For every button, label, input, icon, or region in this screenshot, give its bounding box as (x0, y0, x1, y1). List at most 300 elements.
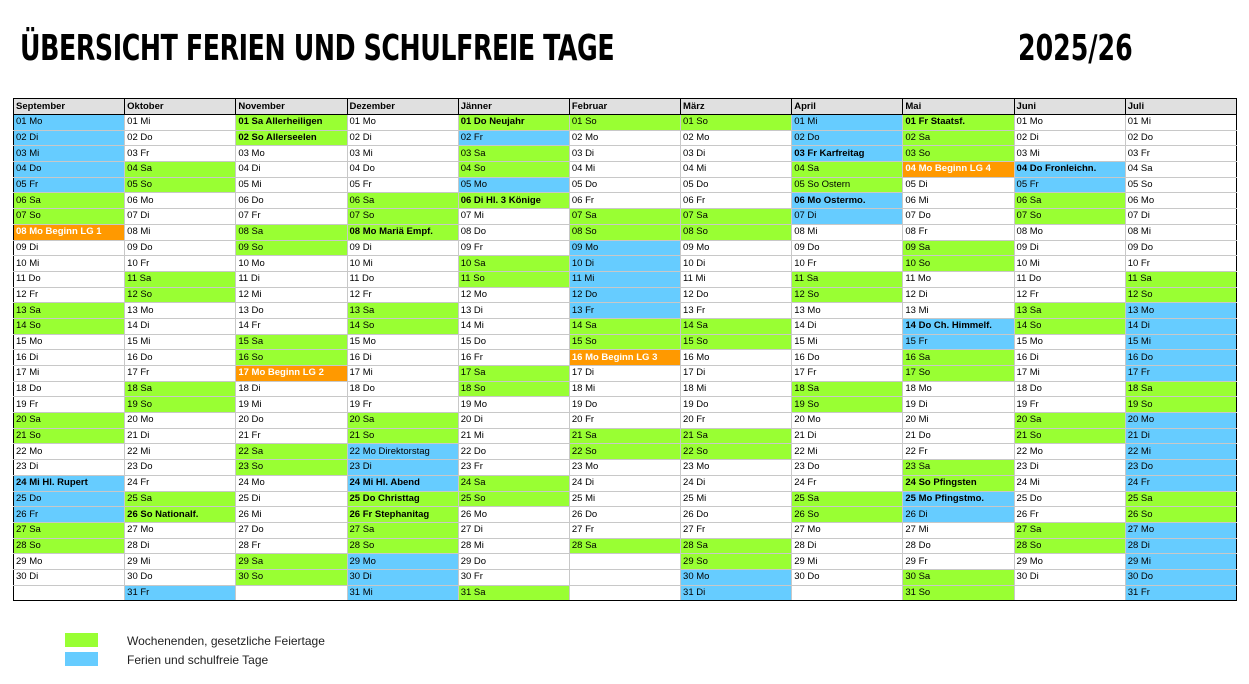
day-cell: 15 So (569, 334, 680, 350)
day-cell: 04 Do (347, 162, 458, 178)
day-cell: 22 So (569, 444, 680, 460)
day-cell: 11 Sa (792, 271, 903, 287)
day-cell: 29 Sa (236, 554, 347, 570)
day-cell: 14 Di (1125, 318, 1236, 334)
day-cell: 31 Mi (347, 585, 458, 601)
day-cell: 03 Di (681, 146, 792, 162)
day-cell: 11 Di (236, 271, 347, 287)
day-cell: 02 Mo (681, 130, 792, 146)
day-cell: 15 Mi (125, 334, 236, 350)
day-cell: 31 Fr (125, 585, 236, 601)
day-cell: 02 Mo (569, 130, 680, 146)
day-cell: 02 Do (1125, 130, 1236, 146)
day-cell: 10 Mi (14, 256, 125, 272)
day-cell: 29 Do (458, 554, 569, 570)
day-cell: 24 Di (681, 475, 792, 491)
day-cell: 09 Do (1125, 240, 1236, 256)
day-cell: 27 Do (236, 522, 347, 538)
day-cell: 15 So (681, 334, 792, 350)
calendar-row (14, 350, 1237, 366)
day-cell: 05 Do (681, 177, 792, 193)
day-cell: 30 Sa (903, 569, 1014, 585)
day-cell: 07 Di (125, 209, 236, 225)
day-cell: 29 Mo (1014, 554, 1125, 570)
day-cell: 22 Mi (125, 444, 236, 460)
calendar-row (14, 115, 1237, 131)
day-cell: 16 Fr (458, 350, 569, 366)
day-cell: 19 Mi (236, 397, 347, 413)
day-cell: 18 Do (1014, 381, 1125, 397)
month-header-april: April (792, 99, 903, 115)
day-cell: 31 Di (681, 585, 792, 601)
day-cell: 25 Do (14, 491, 125, 507)
day-cell: 03 Mi (14, 146, 125, 162)
calendar-row (14, 491, 1237, 507)
day-cell: 01 Mi (125, 115, 236, 131)
month-header-maerz: März (681, 99, 792, 115)
day-cell: 28 So (1014, 538, 1125, 554)
month-header-juni: Juni (1014, 99, 1125, 115)
day-cell: 06 Mo (125, 193, 236, 209)
calendar-row (14, 256, 1237, 272)
day-cell: 09 Do (125, 240, 236, 256)
day-cell: 19 Fr (347, 397, 458, 413)
day-cell: 09 Di (347, 240, 458, 256)
day-cell: 02 Fr (458, 130, 569, 146)
day-cell: 06 Sa (347, 193, 458, 209)
day-cell: 11 Mi (569, 271, 680, 287)
day-cell: 11 Do (14, 271, 125, 287)
calendar-row (14, 381, 1237, 397)
day-cell: 15 Mi (792, 334, 903, 350)
day-cell: 20 Sa (1014, 413, 1125, 429)
day-cell: 24 Mi Hl. Abend (347, 475, 458, 491)
day-cell: 02 So Allerseelen (236, 130, 347, 146)
day-cell: 25 Do Christtag (347, 491, 458, 507)
day-cell: 28 Di (792, 538, 903, 554)
day-cell: 24 Mo (236, 475, 347, 491)
day-cell: 21 Di (792, 428, 903, 444)
day-cell: 15 Fr (903, 334, 1014, 350)
day-cell: 15 Mo (14, 334, 125, 350)
day-cell: 04 Mi (681, 162, 792, 178)
day-cell: 14 Sa (569, 318, 680, 334)
calendar-row (14, 413, 1237, 429)
day-cell: 20 Fr (569, 413, 680, 429)
day-cell: 27 Sa (1014, 522, 1125, 538)
day-cell: 06 Sa (1014, 193, 1125, 209)
day-cell: 20 Do (236, 413, 347, 429)
month-header-november: November (236, 99, 347, 115)
day-cell: 25 Sa (1125, 491, 1236, 507)
day-cell (236, 585, 347, 601)
day-cell: 20 Fr (681, 413, 792, 429)
day-cell: 11 Mo (903, 271, 1014, 287)
day-cell: 26 Mi (236, 507, 347, 523)
day-cell: 08 Do (458, 224, 569, 240)
calendar-row (14, 287, 1237, 303)
day-cell: 26 So Nationalf. (125, 507, 236, 523)
day-cell: 18 Sa (1125, 381, 1236, 397)
calendar-row (14, 569, 1237, 585)
calendar-row (14, 224, 1237, 240)
day-cell: 04 Mo Beginn LG 4 (903, 162, 1014, 178)
day-cell: 28 Do (903, 538, 1014, 554)
day-cell: 06 Di Hl. 3 Könige (458, 193, 569, 209)
day-cell: 13 Mo (792, 303, 903, 319)
day-cell: 17 Di (681, 366, 792, 382)
day-cell: 22 Fr (903, 444, 1014, 460)
day-cell: 14 Mi (458, 318, 569, 334)
day-cell: 01 Mi (1125, 115, 1236, 131)
calendar-row (14, 177, 1237, 193)
day-cell: 01 Fr Staatsf. (903, 115, 1014, 131)
day-cell: 23 Di (347, 460, 458, 476)
calendar-row (14, 303, 1237, 319)
day-cell: 19 So (1125, 397, 1236, 413)
day-cell: 18 Sa (792, 381, 903, 397)
day-cell: 23 Do (792, 460, 903, 476)
day-cell: 24 Mi (1014, 475, 1125, 491)
day-cell: 10 Fr (125, 256, 236, 272)
day-cell: 03 Mo (236, 146, 347, 162)
day-cell: 09 So (236, 240, 347, 256)
legend-label-vacation-days: Ferien und schulfreie Tage (127, 653, 269, 667)
day-cell: 04 Sa (125, 162, 236, 178)
day-cell: 12 Di (903, 287, 1014, 303)
calendar-row (14, 460, 1237, 476)
day-cell (1014, 585, 1125, 601)
day-cell: 01 Sa Allerheiligen (236, 115, 347, 131)
day-cell: 11 Do (347, 271, 458, 287)
day-cell: 15 Mo (347, 334, 458, 350)
day-cell: 02 Di (347, 130, 458, 146)
day-cell: 28 Sa (681, 538, 792, 554)
calendar-row (14, 585, 1237, 601)
day-cell: 20 Di (458, 413, 569, 429)
day-cell: 03 Di (569, 146, 680, 162)
day-cell: 26 Di (903, 507, 1014, 523)
day-cell: 25 Mi (681, 491, 792, 507)
day-cell: 30 Di (347, 569, 458, 585)
day-cell: 03 So (903, 146, 1014, 162)
day-cell: 07 Mi (458, 209, 569, 225)
day-cell: 13 Fr (569, 303, 680, 319)
day-cell: 03 Fr (1125, 146, 1236, 162)
day-cell: 05 Fr (347, 177, 458, 193)
day-cell: 19 So (792, 397, 903, 413)
day-cell: 29 Fr (903, 554, 1014, 570)
day-cell: 20 Sa (14, 413, 125, 429)
day-cell: 12 So (792, 287, 903, 303)
day-cell: 10 Mi (347, 256, 458, 272)
day-cell: 08 So (681, 224, 792, 240)
day-cell: 03 Fr Karfreitag (792, 146, 903, 162)
day-cell: 13 Sa (1014, 303, 1125, 319)
day-cell: 06 Fr (569, 193, 680, 209)
day-cell: 09 Mo (569, 240, 680, 256)
day-cell: 14 So (1014, 318, 1125, 334)
day-cell: 10 So (903, 256, 1014, 272)
month-header-juli: Juli (1125, 99, 1236, 115)
day-cell: 05 So (1125, 177, 1236, 193)
day-cell: 30 Fr (458, 569, 569, 585)
day-cell: 13 Do (236, 303, 347, 319)
legend-swatch-green (65, 633, 98, 647)
day-cell: 04 Sa (792, 162, 903, 178)
day-cell: 28 Di (1125, 538, 1236, 554)
day-cell: 14 Fr (236, 318, 347, 334)
day-cell: 30 Do (1125, 569, 1236, 585)
day-cell: 16 Do (792, 350, 903, 366)
day-cell: 27 Sa (347, 522, 458, 538)
month-header-dezember: Dezember (347, 99, 458, 115)
day-cell: 23 So (236, 460, 347, 476)
day-cell: 21 Di (1125, 428, 1236, 444)
day-cell: 11 Sa (125, 271, 236, 287)
day-cell: 25 Sa (125, 491, 236, 507)
day-cell: 20 Sa (347, 413, 458, 429)
day-cell: 06 Mi (903, 193, 1014, 209)
day-cell: 21 Mi (458, 428, 569, 444)
day-cell: 09 Di (1014, 240, 1125, 256)
day-cell: 05 Fr (1014, 177, 1125, 193)
day-cell: 09 Fr (458, 240, 569, 256)
day-cell: 09 Sa (903, 240, 1014, 256)
day-cell: 22 Do (458, 444, 569, 460)
day-cell: 13 Mi (903, 303, 1014, 319)
day-cell: 06 Mo (1125, 193, 1236, 209)
day-cell: 30 Di (14, 569, 125, 585)
day-cell: 17 Fr (125, 366, 236, 382)
day-cell: 13 Sa (14, 303, 125, 319)
calendar-row (14, 538, 1237, 554)
day-cell: 19 Di (903, 397, 1014, 413)
day-cell: 21 Do (903, 428, 1014, 444)
day-cell: 08 Mi (1125, 224, 1236, 240)
calendar-row (14, 318, 1237, 334)
day-cell: 07 Di (1125, 209, 1236, 225)
day-cell: 26 Do (569, 507, 680, 523)
day-cell: 27 Fr (681, 522, 792, 538)
day-cell: 04 Di (236, 162, 347, 178)
day-cell: 23 Do (125, 460, 236, 476)
day-cell: 13 Mo (125, 303, 236, 319)
day-cell: 31 So (903, 585, 1014, 601)
day-cell: 14 So (347, 318, 458, 334)
day-cell: 08 Mo (1014, 224, 1125, 240)
day-cell: 09 Di (14, 240, 125, 256)
day-cell: 01 So (681, 115, 792, 131)
day-cell: 01 So (569, 115, 680, 131)
day-cell: 16 Di (1014, 350, 1125, 366)
day-cell: 24 Sa (458, 475, 569, 491)
day-cell: 27 Sa (14, 522, 125, 538)
day-cell: 26 Mo (458, 507, 569, 523)
day-cell: 05 Do (569, 177, 680, 193)
day-cell: 10 Sa (458, 256, 569, 272)
day-cell: 27 Mi (903, 522, 1014, 538)
day-cell: 21 Sa (569, 428, 680, 444)
day-cell: 22 Mo (14, 444, 125, 460)
day-cell (569, 585, 680, 601)
day-cell (569, 554, 680, 570)
day-cell: 13 Mo (1125, 303, 1236, 319)
day-cell: 07 Di (792, 209, 903, 225)
day-cell: 12 Fr (347, 287, 458, 303)
day-cell: 28 Mi (458, 538, 569, 554)
day-cell: 12 Do (681, 287, 792, 303)
day-cell: 28 Di (125, 538, 236, 554)
day-cell: 23 Di (14, 460, 125, 476)
calendar-row (14, 146, 1237, 162)
day-cell: 16 Do (125, 350, 236, 366)
day-cell: 08 Sa (236, 224, 347, 240)
day-cell: 05 Mi (236, 177, 347, 193)
day-cell: 25 So (458, 491, 569, 507)
day-cell: 27 Di (458, 522, 569, 538)
day-cell: 07 Sa (569, 209, 680, 225)
day-cell: 19 Mo (458, 397, 569, 413)
day-cell: 20 Mo (1125, 413, 1236, 429)
day-cell: 05 Fr (14, 177, 125, 193)
day-cell: 05 Mo (458, 177, 569, 193)
month-header-mai: Mai (903, 99, 1014, 115)
day-cell: 23 Sa (903, 460, 1014, 476)
day-cell: 17 Mi (1014, 366, 1125, 382)
school-year: 2025/26 (1018, 28, 1133, 69)
day-cell: 11 So (458, 271, 569, 287)
day-cell: 12 Mo (458, 287, 569, 303)
day-cell (14, 585, 125, 601)
day-cell: 07 Do (903, 209, 1014, 225)
day-cell: 11 Sa (1125, 271, 1236, 287)
day-cell: 07 Fr (236, 209, 347, 225)
day-cell: 11 Mi (681, 271, 792, 287)
day-cell: 27 Mo (1125, 522, 1236, 538)
day-cell: 26 Do (681, 507, 792, 523)
day-cell: 28 So (347, 538, 458, 554)
day-cell: 16 Di (347, 350, 458, 366)
day-cell: 25 Sa (792, 491, 903, 507)
day-cell: 22 Mo Direktorstag (347, 444, 458, 460)
day-cell: 02 Sa (903, 130, 1014, 146)
day-cell: 03 Mi (347, 146, 458, 162)
day-cell: 16 Sa (903, 350, 1014, 366)
calendar-row (14, 209, 1237, 225)
day-cell: 08 Mi (125, 224, 236, 240)
day-cell: 16 Do (1125, 350, 1236, 366)
calendar-row (14, 444, 1237, 460)
day-cell: 02 Do (792, 130, 903, 146)
day-cell: 05 So (125, 177, 236, 193)
day-cell: 16 Mo (681, 350, 792, 366)
day-cell: 22 Sa (236, 444, 347, 460)
day-cell: 01 Mo (14, 115, 125, 131)
day-cell: 17 So (903, 366, 1014, 382)
month-header-februar: Februar (569, 99, 680, 115)
day-cell: 19 Do (569, 397, 680, 413)
day-cell: 26 Fr (14, 507, 125, 523)
day-cell: 06 Sa (14, 193, 125, 209)
day-cell: 22 Mi (792, 444, 903, 460)
day-cell: 22 Mi (1125, 444, 1236, 460)
day-cell: 09 Mo (681, 240, 792, 256)
day-cell: 21 So (1014, 428, 1125, 444)
day-cell: 02 Di (1014, 130, 1125, 146)
day-cell: 25 Di (236, 491, 347, 507)
day-cell: 18 Sa (125, 381, 236, 397)
day-cell: 12 Fr (14, 287, 125, 303)
day-cell: 23 Fr (458, 460, 569, 476)
day-cell: 03 Fr (125, 146, 236, 162)
day-cell: 16 Mo Beginn LG 3 (569, 350, 680, 366)
day-cell: 30 Mo (681, 569, 792, 585)
calendar-row (14, 522, 1237, 538)
day-cell: 18 Di (236, 381, 347, 397)
day-cell: 13 Sa (347, 303, 458, 319)
day-cell: 25 Do (1014, 491, 1125, 507)
calendar-body (14, 115, 1237, 601)
day-cell: 26 So (1125, 507, 1236, 523)
day-cell: 21 Sa (681, 428, 792, 444)
day-cell: 08 Mo Beginn LG 1 (14, 224, 125, 240)
day-cell: 07 So (1014, 209, 1125, 225)
day-cell: 14 Di (792, 318, 903, 334)
day-cell: 04 Do Fronleichn. (1014, 162, 1125, 178)
day-cell: 07 Sa (681, 209, 792, 225)
day-cell: 06 Mo Ostermo. (792, 193, 903, 209)
calendar-row (14, 507, 1237, 523)
day-cell: 28 Fr (236, 538, 347, 554)
day-cell: 29 Mi (792, 554, 903, 570)
day-cell: 30 Di (1014, 569, 1125, 585)
month-header-september: September (14, 99, 125, 115)
day-cell: 15 Sa (236, 334, 347, 350)
day-cell: 14 Do Ch. Himmelf. (903, 318, 1014, 334)
day-cell: 12 So (1125, 287, 1236, 303)
day-cell: 17 Mi (14, 366, 125, 382)
day-cell (792, 585, 903, 601)
day-cell: 26 Fr (1014, 507, 1125, 523)
calendar-row (14, 193, 1237, 209)
day-cell: 27 Fr (569, 522, 680, 538)
day-cell: 21 So (14, 428, 125, 444)
day-cell: 26 Fr Stephanitag (347, 507, 458, 523)
day-cell: 21 So (347, 428, 458, 444)
day-cell: 08 Mo Mariä Empf. (347, 224, 458, 240)
calendar-row (14, 162, 1237, 178)
day-cell: 13 Fr (681, 303, 792, 319)
day-cell: 06 Do (236, 193, 347, 209)
day-cell: 23 Di (1014, 460, 1125, 476)
day-cell: 09 Do (792, 240, 903, 256)
day-cell: 15 Mi (1125, 334, 1236, 350)
day-cell: 17 Fr (1125, 366, 1236, 382)
day-cell: 02 Do (125, 130, 236, 146)
month-header-jaenner: Jänner (458, 99, 569, 115)
day-cell: 16 So (236, 350, 347, 366)
day-cell: 19 So (125, 397, 236, 413)
day-cell: 21 Fr (236, 428, 347, 444)
day-cell: 10 Fr (1125, 256, 1236, 272)
day-cell: 05 So Ostern (792, 177, 903, 193)
day-cell: 19 Fr (14, 397, 125, 413)
day-cell: 25 Mo Pfingstmo. (903, 491, 1014, 507)
day-cell: 14 Sa (681, 318, 792, 334)
day-cell: 17 Di (569, 366, 680, 382)
day-cell: 17 Sa (458, 366, 569, 382)
